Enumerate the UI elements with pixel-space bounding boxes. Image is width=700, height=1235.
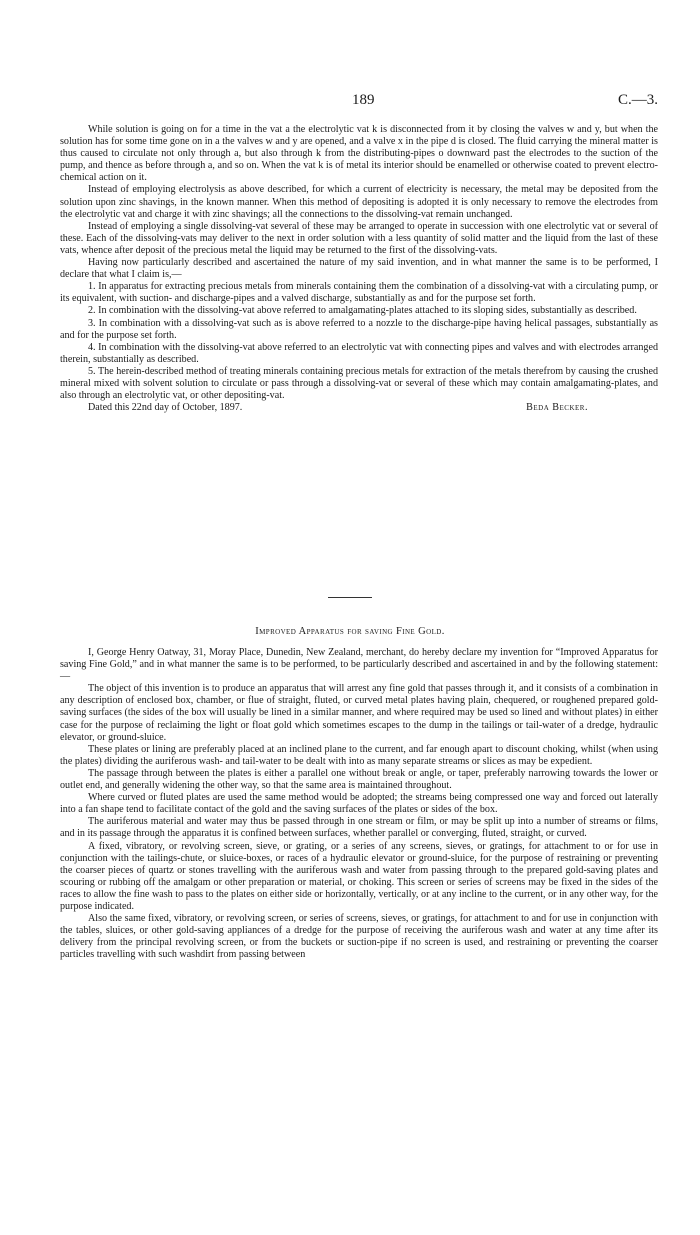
paragraph: The passage through between the plates is either a parallel one without break or angle, or taper, preferably narrowing towards the lower or outlet end, and generally widening the other way, so that the same area is maintained throughout. (60, 767, 658, 792)
paragraph: Instead of employing electrolysis as above described, for which a current of electricity is necessary, the metal may be deposited from the solution upon zinc shavings, in the known manner. When this method of depositing is adopted it is only necessary to remove the electrodes from the electrolytic vat and charge it with zinc shavings; all the connections to the dissolving-vat remain unchanged. (60, 184, 658, 220)
page-header (60, 92, 658, 112)
specification-continued (60, 124, 658, 414)
claim-5: 5. The herein-described method of treating minerals containing precious metals for extraction of the metals therefrom by causing the crushed mineral mixed with solvent solution to circulate or pass through a dissolving-vat or several of these which may contain amalgamating-plates, and also through an electrolytic vat, or other depositing-vat. (60, 365, 658, 402)
section-reference: C.—3. (617, 92, 658, 108)
section-title: Improved Apparatus for saving Fine Gold. (255, 626, 445, 637)
claim-2: 2. In combination with the dissolving-vat above referred to amalgamating-plates attached to its sloping sides, substantially as described. (88, 305, 637, 317)
paragraph: The object of this invention is to produce an apparatus that will arrest any fine gold that passes through it, and it consists of a combination in any description of enclosed box, chamber, or flue of straight, fluted, or curved metal plates having plain, chequered, or roughened prepared gold-saving surfaces (the sides of the box will usually be lined in a similar manner, and where required may be used so lined and without plates) in either case for the purpose of reclaiming the light or float gold which sometimes escapes to the dump in the tailings or tail-water of a dredge, hydraulic elevator, or ground-sluice. (60, 683, 658, 743)
claim-4: 4. In combination with the dissolving-vat above referred to an electrolytic vat with connecting pipes and valves and with electrodes arranged therein, substantially as described. (60, 341, 658, 365)
page-number: 189 (352, 92, 375, 108)
paragraph: Where curved or fluted plates are used the same method would be adopted; the streams being compressed one way and forced out laterally into a fan shape tend to facilitate contact of the gold and the saving surfaces of the plates or sides of the box. (60, 792, 658, 816)
signatory-name: Beda Becker. (526, 402, 588, 414)
paragraph: A fixed, vibratory, or revolving screen, sieve, or grating, or a series of any screens, sieves, or gratings, for attachment to or for use in conjunction with the tailings-chute, or sluice-boxes, or races of a hydraulic elevator or ground-sluice, for the purpose of restraining or preventing the coarser pieces of quartz or stones travelling with the auriferous wash and water from passing through to the prepared gold-saving plates and scouring or rubbing off the amalgam or other preparation or material, or choking. This screen or series of screens may be fixed in the sides of the races to allow the fine wash to pass to the plates on either side or horizontally, vertically, or at any incline to the current, or in any other way, for the purpose indicated. (60, 840, 658, 912)
paragraph: I, George Henry Oatway, 31, Moray Place, Dunedin, New Zealand, merchant, do hereby declare my invention for “Improved Apparatus for saving Fine Gold,” and in what manner the same is to be performed, to be particularly described and ascertained in and by the following statement:— (60, 647, 658, 683)
paragraph: Also the same fixed, vibratory, or revolving screen, or series of screens, sieves, or gratings, for attachment to and for use in conjunction with the tables, sluices, or other gold-saving appliances of a dredge for the purpose of receiving the auriferous wash and water at any time after its delivery from the principal revolving screen, or from the buckets or suction-pipe if no screen is used, and restraining or preventing the coarser particles travelling with such washdirt from passing between (60, 913, 658, 961)
paragraph: These plates or lining are preferably placed at an inclined plane to the current, and far enough apart to discount choking, whilst (when using the plates) dividing the auriferous wash- and tail-water to be dealt with into as many separate streams or slices as may be expedient. (60, 743, 658, 767)
paragraph: While solution is going on for a time in the vat a the electrolytic vat k is disconnected from it by closing the valves w and y, but when the solution has for some time gone on in a the valves w and y are opened, and a valve x in the pipe d is closed. The fluid carrying the mineral matter is thus caused to circulate not only through a, but also through k from the distributing-pipes o downward past the electrodes to the suction of the pump, and thence as before through a, and so on. When the vat k is of metal its interior should be enamelled or otherwise coated to prevent electro-chemical action on it. (60, 124, 658, 184)
claim-3: 3. In combination with a dissolving-vat such as is above referred to a nozzle to the discharge-pipe having helical passages, substantially as and for the purpose set forth. (60, 317, 658, 341)
signature-line (60, 402, 658, 414)
specification-body (60, 647, 658, 961)
claim-1: 1. In apparatus for extracting precious metals from minerals containing them the combination of a dissolving-vat with a circulating pump, or its equivalent, with suction- and discharge-pipes and a valved discharge, substantially as and for the purpose set forth. (60, 281, 658, 305)
paragraph: Instead of employing a single dissolving-vat several of these may be arranged to operate in succession with one electrolytic vat or several of these. Each of the dissolving-vats may deliver to the next in order solution with a less quantity of solid matter and the liquid from the last of these vats, whence after deposit of the precious metal the liquid may be returned to the first of the dissolving-vats. (60, 220, 658, 256)
section-divider (328, 597, 372, 598)
paragraph: Having now particularly described and ascertained the nature of my said invention, and in what manner the same is to be performed, I declare that what I claim is,— (60, 257, 658, 281)
date-line: Dated this 22nd day of October, 1897. (88, 402, 243, 414)
paragraph: The auriferous material and water may thus be passed through in one stream or film, or may be split up into a number of streams or films, and in its passage through the apparatus it is confined between surfaces, whether parallel or converging, fluted, straight, or curved. (60, 816, 658, 840)
